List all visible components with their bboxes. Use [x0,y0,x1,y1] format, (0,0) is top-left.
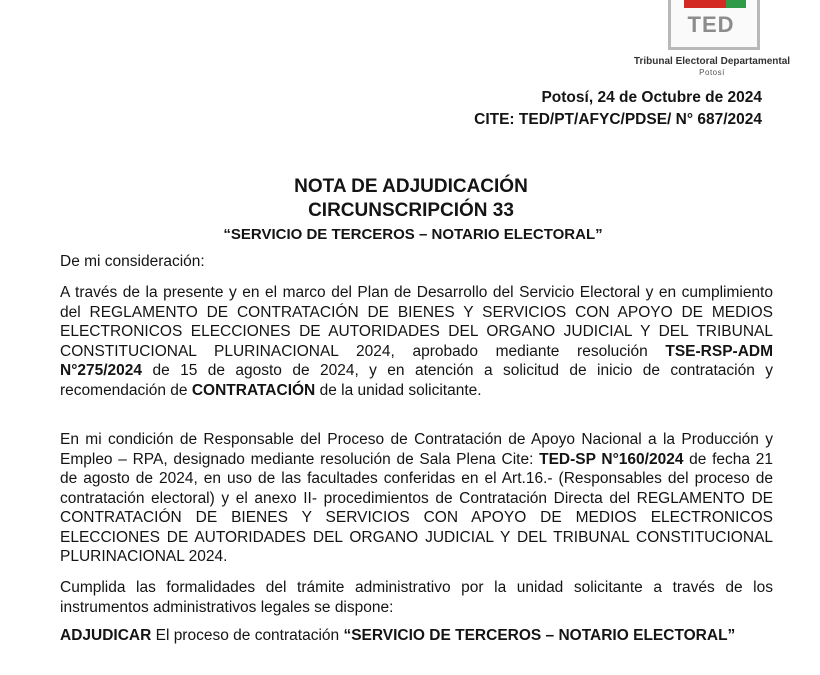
ted-logo [668,0,760,52]
p4-adjudicar: ADJUDICAR [60,627,152,644]
org-city: Potosí [699,68,725,77]
org-name: Tribunal Electoral Departamental [633,56,791,67]
greeting: De mi consideración: [60,253,205,270]
document-title: NOTA DE ADJUDICACIÓN [294,176,528,197]
p1-text-3: de la unidad solicitante. [315,381,482,399]
p2-cite: TED-SP N°160/2024 [539,450,684,468]
logo-red-stripe [684,0,726,8]
p1-resolution: TSE-RSP-ADM N°275/2024 [60,342,773,379]
logo-text: TED [687,12,735,37]
p1-text-1: A través de la presente y en el marco del Plan de Desarrollo del Servicio Electoral y en cumplimiento del REGLAMENTO DE CONTRATACIÓN DE BIENES Y SERVICIOS CON APOYO DE MEDIOS ELECTRONICOS ELECCIONES DE AUTORIDADES DEL ORGANO JUDICIAL Y DEL TRIBUNAL CONSTITUCIONAL PLURINACIONAL 2024, aprobado mediante resolución [60,284,773,360]
p4-text-1: El proceso de contratación [151,627,344,644]
paragraph-2 [60,430,773,567]
paragraph-1 [60,283,773,400]
paragraph-3: Cumplida las formalidades del trámite administrativo por la unidad solicitante a través de los instrumentos administrativos legales se dispone: [60,579,773,616]
document-subtitle: “SERVICIO DE TERCEROS – NOTARIO ELECTORAL” [223,226,603,243]
p4-service: “SERVICIO DE TERCEROS – NOTARIO ELECTORAL” [343,627,736,644]
p1-text-2: de 15 de agosto de 2024, y en atención a solicitud de inicio de contratación y recomendación de [60,362,773,399]
document-cite: CITE: TED/PT/AFYC/PDSE/ N° 687/2024 [474,111,762,128]
p2-text-1: En mi condición de Responsable del Proceso de Contratación de Apoyo Nacional a la Producción y Empleo – RPA, designado mediante resolución de Sala Plena Cite: [60,431,773,468]
paragraph-4 [60,626,773,646]
p1-contratacion: CONTRATACIÓN [191,381,316,399]
p2-text-2: de fecha 21 de agosto de 2024, en uso de las facultades conferidas en el Art.16.- (Responsables del proceso de contratación electoral) y el anexo II- procedimientos de Contratación Directa del REGLAMENTO DE CONTRATACIÓN DE BIENES Y SERVICIOS CON APOYO DE MEDIOS ELECTRONICOS ELECCIONES DE AUTORIDADES DEL ORGANO JUDICIAL Y DEL TRIBUNAL CONSTITUCIONAL PLURINACIONAL 2024. [60,450,774,565]
document-date: Potosí, 24 de Octubre de 2024 [541,89,762,106]
document-circumscription: CIRCUNSCRIPCIÓN 33 [308,200,514,221]
logo-green-stripe [726,0,746,8]
